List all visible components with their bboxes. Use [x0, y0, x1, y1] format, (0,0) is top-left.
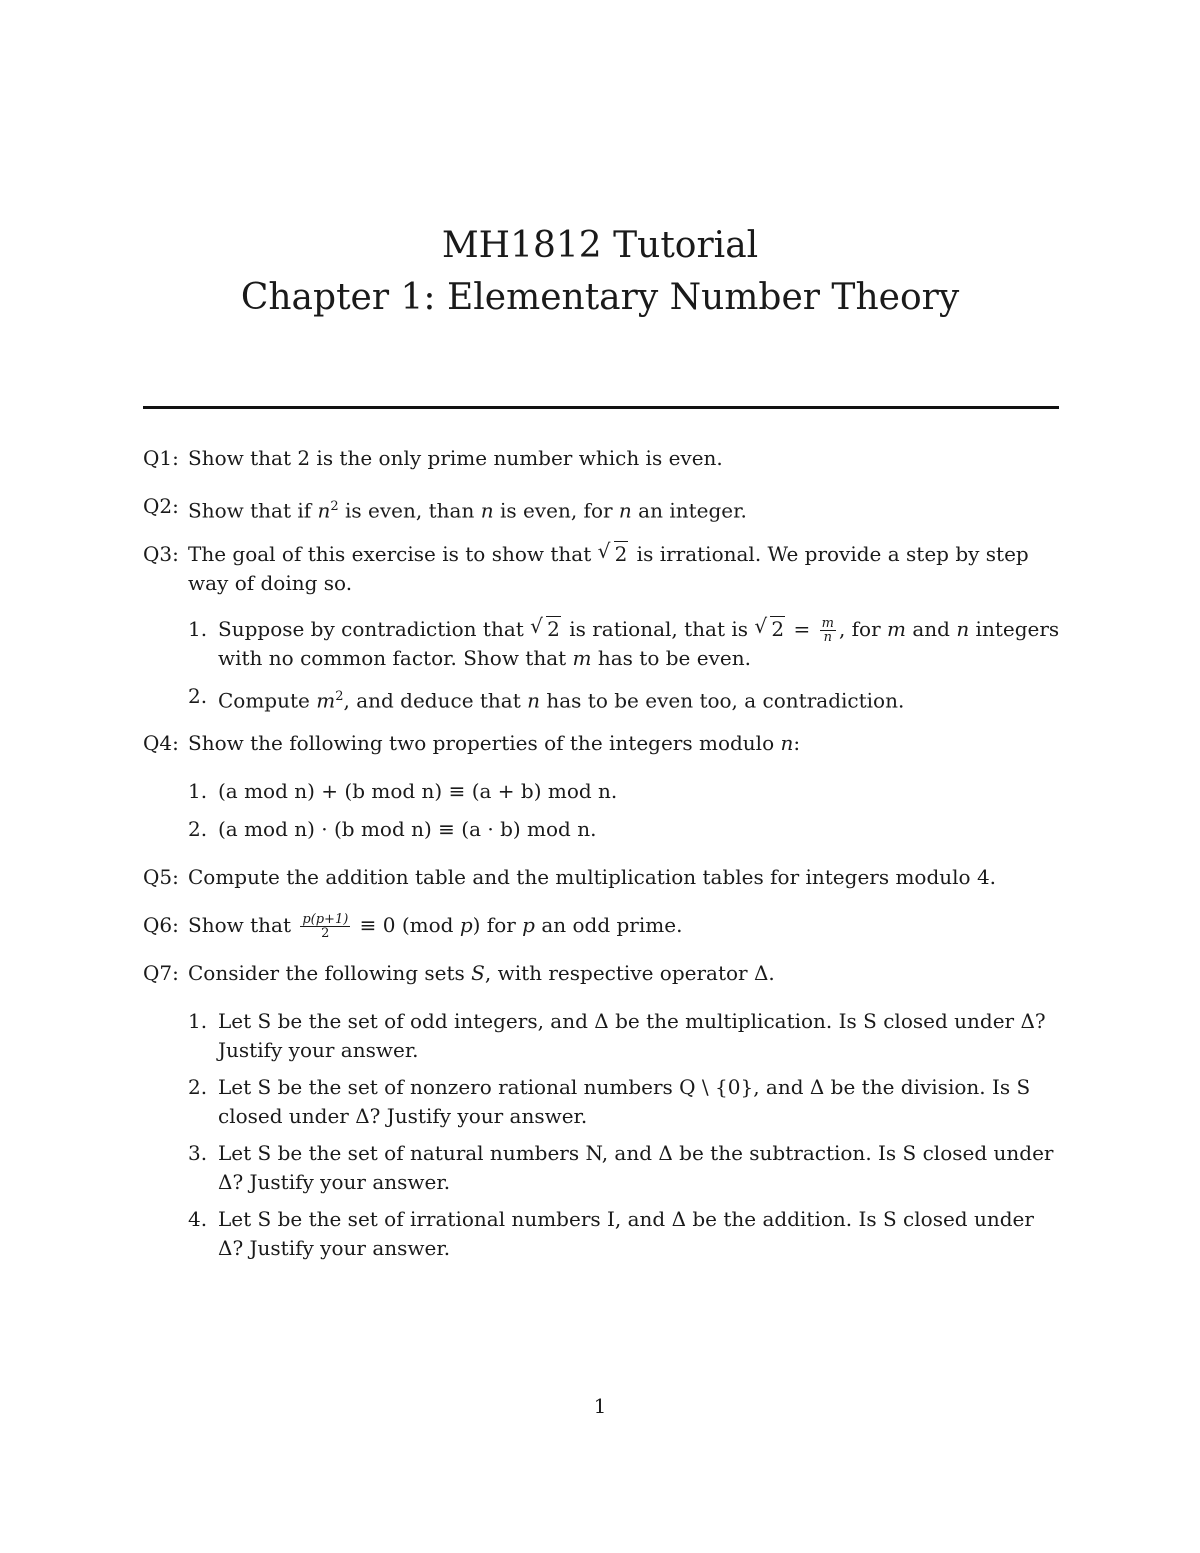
- list-number: 1.: [188, 1009, 208, 1033]
- list-item-text: Let S be the set of nonzero rational numbers Q \ {0}, and Δ be the division. Is S closed under Δ? Justify your answer.: [218, 1075, 1031, 1128]
- text-run: , with respective operator Δ.: [484, 961, 775, 985]
- math-exponent: 2: [330, 499, 339, 514]
- fraction-denominator: n: [823, 630, 832, 645]
- list-number: 2.: [188, 817, 208, 841]
- radicand: 2: [771, 617, 785, 641]
- square-root: [530, 615, 561, 644]
- math-variable: n: [527, 688, 541, 713]
- text-run: has to be even too, a contradiction.: [540, 688, 905, 713]
- math-variable: S: [471, 961, 485, 985]
- list-item-text: (a mod n) · (b mod n) ≡ (a · b) mod n.: [218, 817, 597, 841]
- radical-sign: √: [530, 614, 543, 638]
- square-root: [598, 540, 629, 569]
- text-run: an integer.: [631, 498, 747, 523]
- math-variable: m: [572, 646, 592, 670]
- fraction: [820, 617, 836, 644]
- list-item-text: (a mod n) + (b mod n) ≡ (a + b) mod n.: [218, 779, 618, 803]
- fraction-numerator: m: [821, 616, 834, 631]
- text-run: is even, for: [493, 498, 619, 523]
- text-run: Show that if: [188, 498, 318, 523]
- text-run: The goal of this exercise is to show that: [188, 542, 598, 566]
- text-run: ) for: [472, 913, 523, 937]
- list-number: 1.: [188, 779, 208, 803]
- document-subtitle: Chapter 1: Elementary Number Theory: [240, 277, 960, 318]
- question-text: [188, 540, 1063, 598]
- question-text: Compute the addition table and the multiplication tables for integers modulo 4.: [188, 865, 997, 889]
- radicand: 2: [547, 617, 560, 641]
- text-run: integers with no common factor. Show that: [218, 617, 1060, 670]
- question-label: Q5:: [143, 865, 179, 889]
- fraction-numerator: p(p+1): [302, 912, 349, 927]
- list-item-text: [218, 682, 1060, 716]
- page-number: 1: [593, 1394, 607, 1418]
- text-run: is irrational. We provide a step by step way of doing so.: [188, 542, 1029, 595]
- list-number: 2.: [188, 1075, 208, 1099]
- text-run: is rational, that is: [562, 617, 755, 641]
- fraction: [300, 913, 350, 940]
- text-run: :: [793, 731, 801, 755]
- list-number: 3.: [188, 1141, 208, 1165]
- math-variable: n: [480, 498, 494, 523]
- question-text: [188, 959, 1063, 988]
- math-variable: p: [459, 913, 473, 937]
- math-variable: n: [780, 731, 794, 755]
- question-label: Q2:: [143, 494, 179, 518]
- radicand: 2: [614, 542, 628, 566]
- list-item-text: [218, 615, 1060, 673]
- text-run: is even, than: [338, 498, 481, 523]
- text-run: has to be even.: [591, 646, 751, 670]
- question-label: Q3:: [143, 542, 179, 566]
- question-text: [188, 492, 1063, 526]
- text-run: Show that: [188, 913, 298, 937]
- text-run: ≡ 0 (mod: [353, 913, 460, 937]
- question-text: [188, 729, 1063, 758]
- text-run: , for: [838, 617, 888, 641]
- list-number: 1.: [188, 617, 208, 641]
- math-variable: n: [618, 498, 632, 523]
- question-label: Q6:: [143, 913, 179, 937]
- horizontal-rule: [143, 406, 1059, 409]
- radical-sign: √: [597, 539, 611, 563]
- text-run: Suppose by contradiction that: [218, 617, 531, 641]
- document-title: MH1812 Tutorial: [441, 225, 759, 266]
- text-run: Show the following two properties of the integers modulo: [188, 731, 781, 755]
- text-run: , and deduce that: [343, 688, 528, 713]
- math-exponent: 2: [335, 689, 344, 704]
- radical-sign: √: [754, 614, 768, 638]
- math-variable: m: [887, 617, 906, 641]
- text-run: Compute: [218, 688, 317, 713]
- fraction-denominator: 2: [321, 926, 330, 941]
- math-variable: p: [522, 913, 535, 937]
- text-run: an odd prime.: [534, 913, 683, 937]
- list-number: 2.: [188, 684, 208, 708]
- list-item-text: Let S be the set of irrational numbers I, and Δ be the addition. Is S closed under Δ? Justify your answer.: [218, 1207, 1034, 1260]
- question-text: Show that 2 is the only prime number which is even.: [188, 446, 723, 470]
- text-run: Consider the following sets: [188, 961, 472, 985]
- text-run: =: [787, 617, 817, 641]
- square-root: [754, 615, 785, 644]
- math-variable: n: [317, 498, 331, 523]
- list-number: 4.: [188, 1207, 208, 1231]
- math-variable: m: [316, 688, 336, 713]
- list-item-text: Let S be the set of odd integers, and Δ be the multiplication. Is S closed under Δ? Justify your answer.: [218, 1009, 1046, 1062]
- question-label: Q7:: [143, 961, 179, 985]
- list-item-text: Let S be the set of natural numbers N, and Δ be the subtraction. Is S closed under Δ? Justify your answer.: [218, 1141, 1054, 1194]
- question-text: [188, 911, 1063, 940]
- question-label: Q1:: [143, 446, 179, 470]
- math-variable: n: [956, 617, 970, 641]
- question-label: Q4:: [143, 731, 179, 755]
- text-run: and: [905, 617, 957, 641]
